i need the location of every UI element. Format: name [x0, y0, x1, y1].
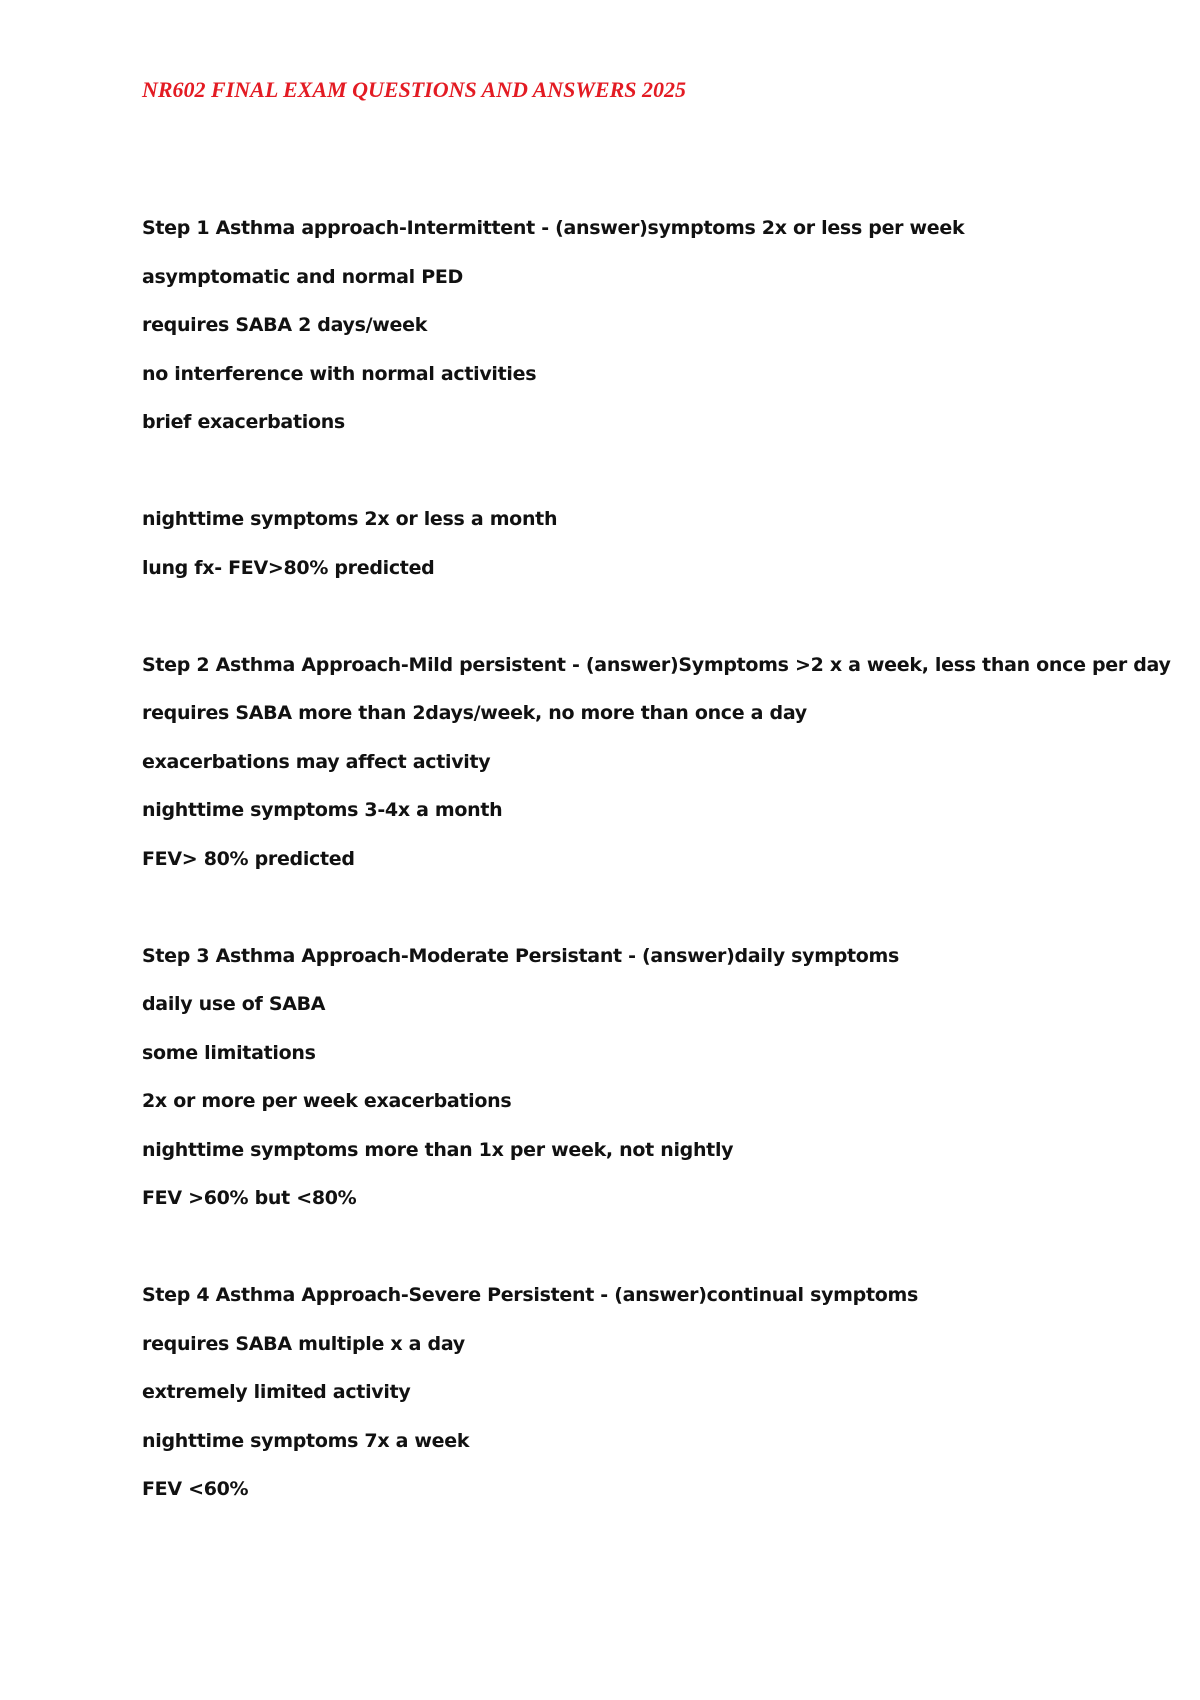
text-line: nighttime symptoms 2x or less a month	[142, 508, 558, 530]
text-line: FEV <60%	[142, 1478, 249, 1500]
text-line: FEV> 80% predicted	[142, 848, 355, 870]
step-1-heading: Step 1 Asthma approach-Intermittent - (answer)symptoms 2x or less per week	[142, 217, 965, 239]
text-line: FEV >60% but <80%	[142, 1187, 357, 1209]
text-line: brief exacerbations	[142, 411, 345, 433]
text-line: asymptomatic and normal PED	[142, 266, 463, 288]
text-line: nighttime symptoms more than 1x per week, not nightly	[142, 1139, 734, 1161]
step-4-heading: Step 4 Asthma Approach-Severe Persistent - (answer)continual symptoms	[142, 1284, 919, 1306]
text-line: no interference with normal activities	[142, 363, 537, 385]
text-line: nighttime symptoms 3-4x a month	[142, 799, 503, 821]
text-line: exacerbations may affect activity	[142, 751, 491, 773]
text-line: nighttime symptoms 7x a week	[142, 1430, 470, 1452]
document-title: NR602 FINAL EXAM QUESTIONS AND ANSWERS 2025	[142, 77, 687, 102]
text-line: daily use of SABA	[142, 993, 326, 1015]
text-line: requires SABA 2 days/week	[142, 314, 428, 336]
text-line: extremely limited activity	[142, 1381, 411, 1403]
text-line: requires SABA multiple x a day	[142, 1333, 465, 1355]
step-2-heading: Step 2 Asthma Approach-Mild persistent - (answer)Symptoms >2 x a week, less than once per day	[142, 654, 1171, 676]
text-line: lung fx- FEV>80% predicted	[142, 557, 435, 579]
text-line: requires SABA more than 2days/week, no more than once a day	[142, 702, 807, 724]
step-3-heading: Step 3 Asthma Approach-Moderate Persistant - (answer)daily symptoms	[142, 945, 900, 967]
text-line: some limitations	[142, 1042, 316, 1064]
text-line: 2x or more per week exacerbations	[142, 1090, 512, 1112]
